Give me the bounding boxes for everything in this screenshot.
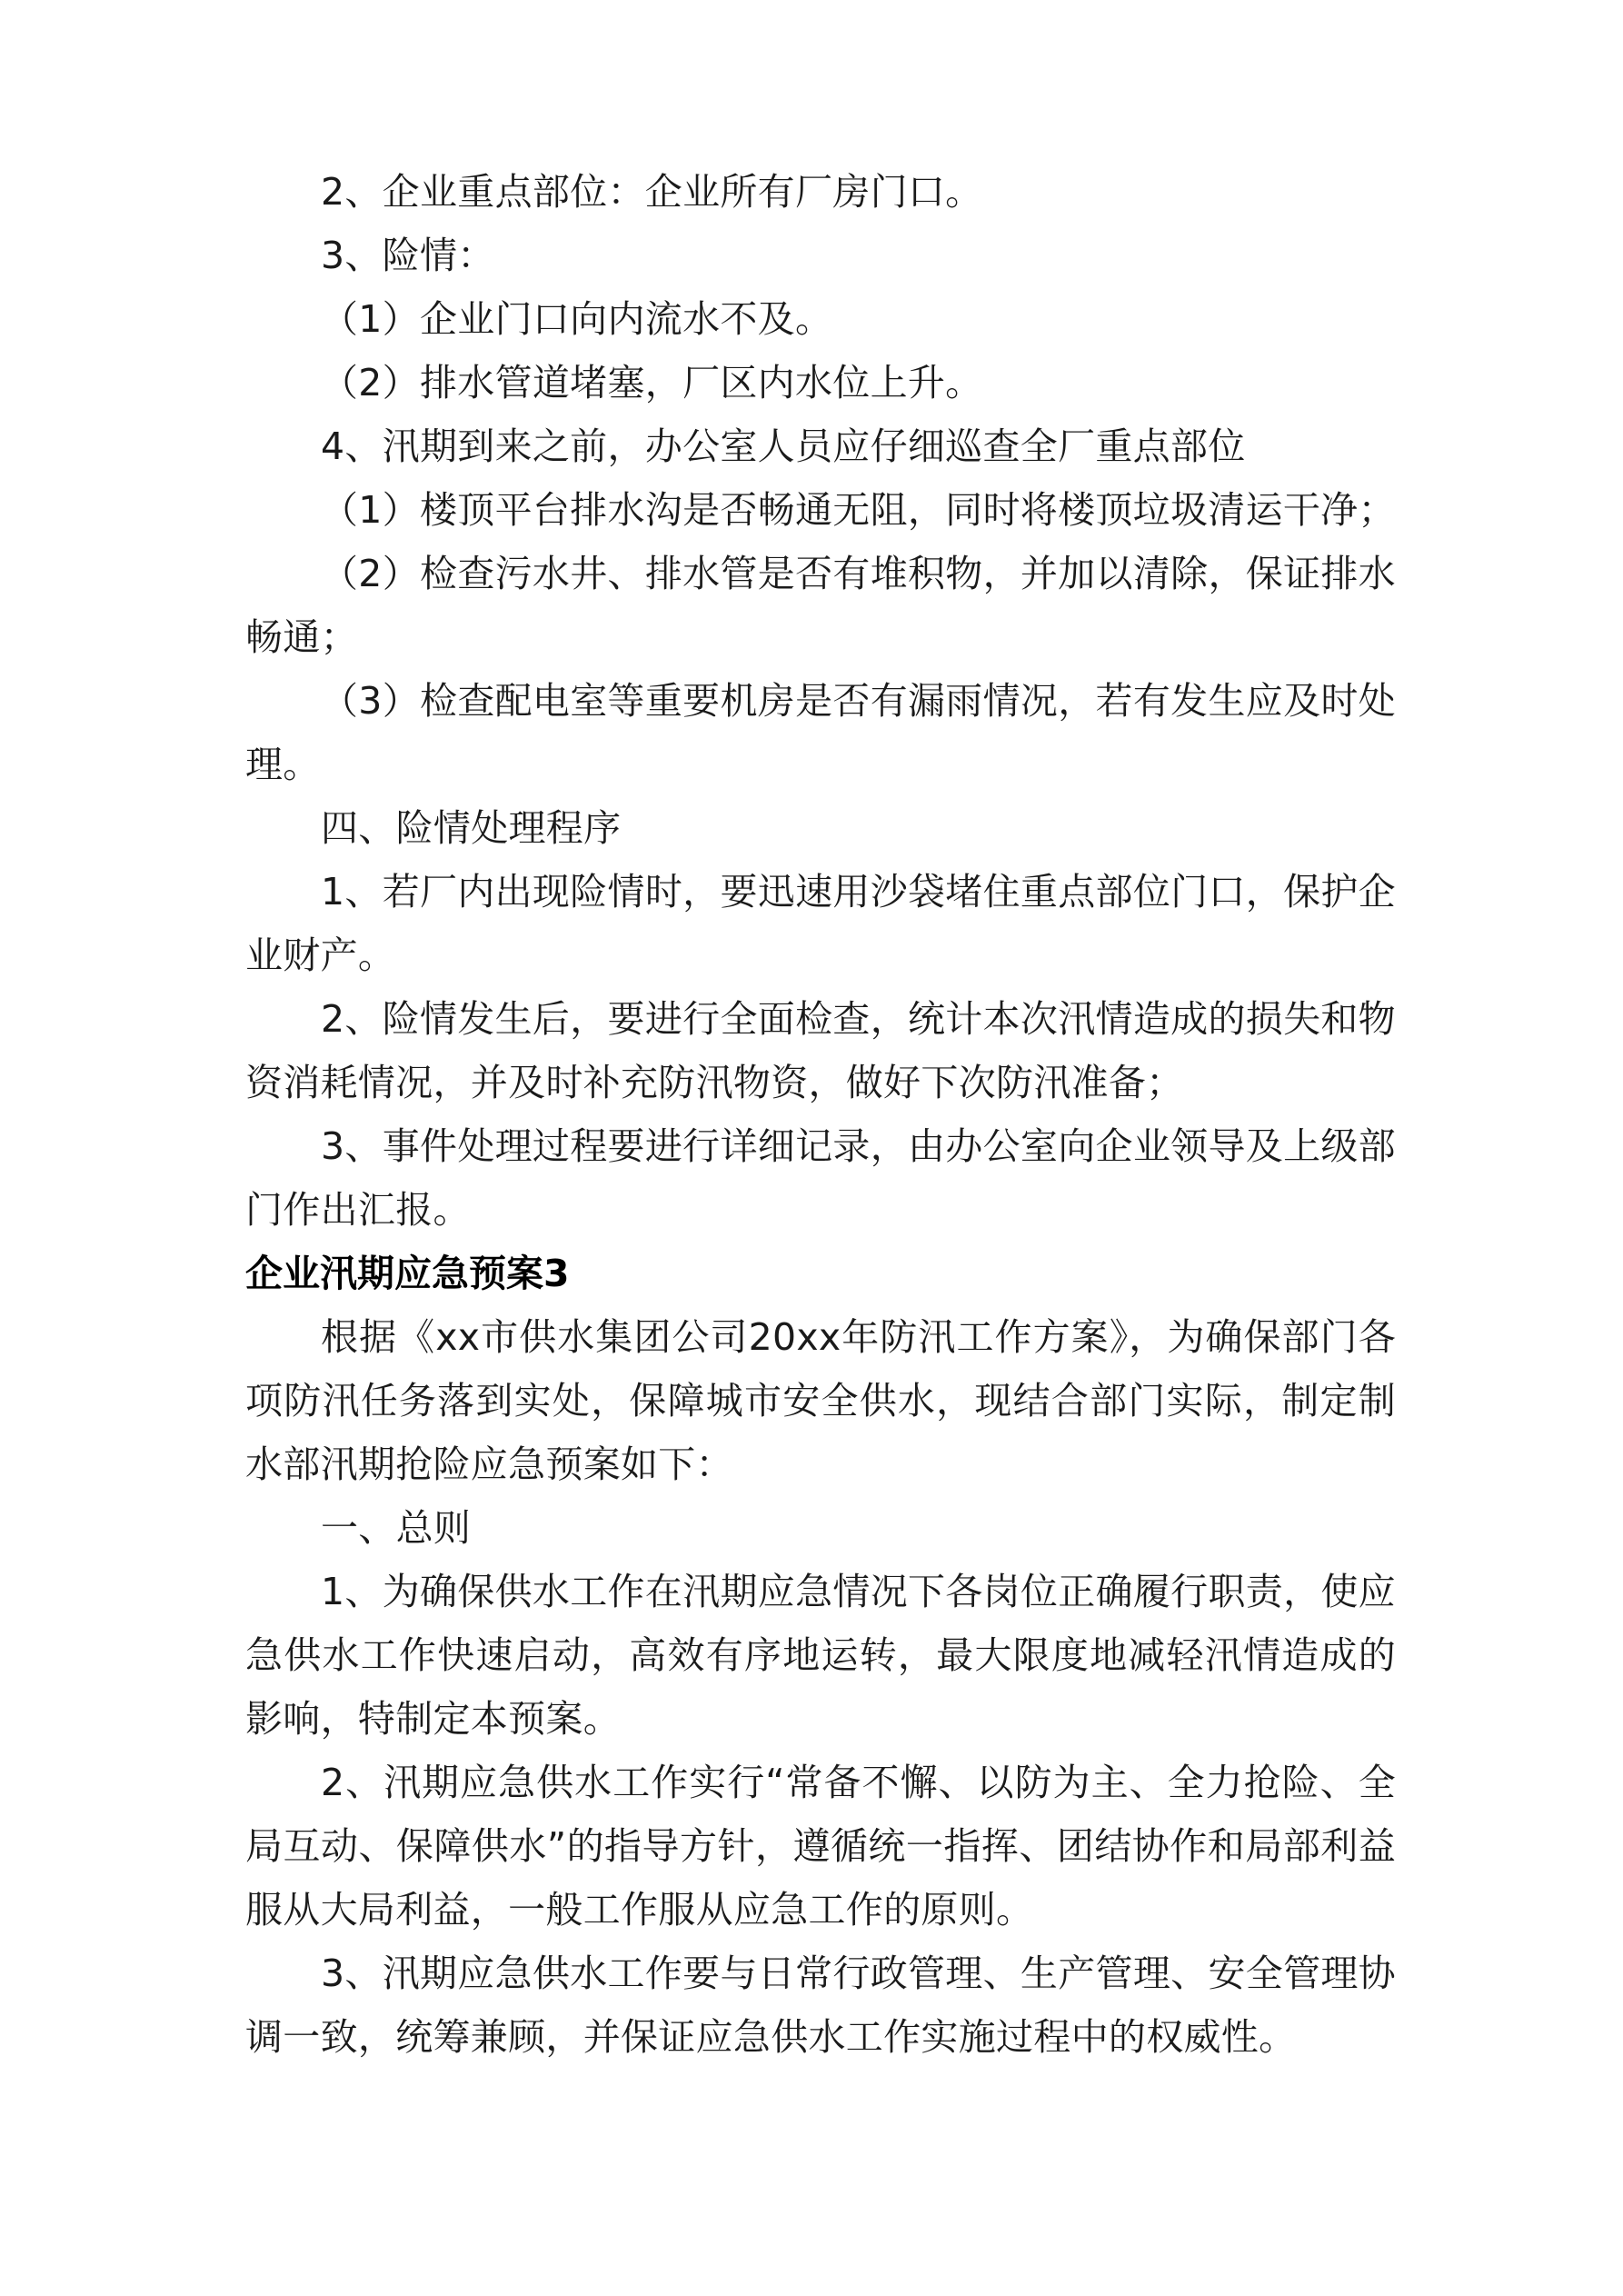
paragraph: 1、若厂内出现险情时，要迅速用沙袋堵住重点部位门口，保护企业财产。: [245, 870, 1396, 977]
paragraph: 3、险情：: [321, 234, 495, 277]
paragraph: 2、企业重点部位：企业所有厂房门口。: [321, 170, 983, 214]
paragraph: 2、汛期应急供水工作实行“常备不懈、以防为主、全力抢险、全局互动、保障供水”的指导方针，遵循统一指挥、团结协作和局部利益服从大局利益，一般工作服从应急工作的原则。: [245, 1761, 1396, 1932]
paragraph: 2、险情发生后，要进行全面检查，统计本次汛情造成的损失和物资消耗情况，并及时补充防汛物资，做好下次防汛准备；: [245, 997, 1396, 1104]
paragraph: （1）楼顶平台排水沟是否畅通无阻，同时将楼顶垃圾清运干净；: [321, 488, 1396, 532]
paragraph: 3、事件处理过程要进行详细记录，由办公室向企业领导及上级部门作出汇报。: [245, 1124, 1396, 1232]
paragraph: 四、险情处理程序: [321, 806, 622, 850]
paragraph: （2）排水管道堵塞，厂区内水位上升。: [321, 361, 983, 404]
paragraph: （3）检查配电室等重要机房是否有漏雨情况，若有发生应及时处理。: [245, 679, 1396, 786]
paragraph: 一、总则: [321, 1506, 472, 1550]
paragraph: （2）检查污水井、排水管是否有堆积物，并加以清除，保证排水畅通；: [245, 552, 1396, 659]
paragraph: 4、汛期到来之前，办公室人员应仔细巡查全厂重点部位: [321, 424, 1246, 468]
paragraph: 根据《xx市供水集团公司20xx年防汛工作方案》，为确保部门各项防汛任务落到实处，保障城市安全供水，现结合部门实际，制定制水部汛期抢险应急预案如下：: [245, 1315, 1396, 1486]
paragraph: 1、为确保供水工作在汛期应急情况下各岗位正确履行职责，使应急供水工作快速启动，高效有序地运转，最大限度地减轻汛情造成的影响，特制定本预案。: [245, 1570, 1396, 1741]
paragraph: （1）企业门口向内流水不及。: [321, 297, 833, 341]
document-page: [245, 160, 1396, 2069]
paragraph: 3、汛期应急供水工作要与日常行政管理、生产管理、安全管理协调一致，统筹兼顾，并保证应急供水工作实施过程中的权威性。: [245, 1952, 1396, 2059]
section-heading: 企业汛期应急预案3: [245, 1252, 570, 1295]
